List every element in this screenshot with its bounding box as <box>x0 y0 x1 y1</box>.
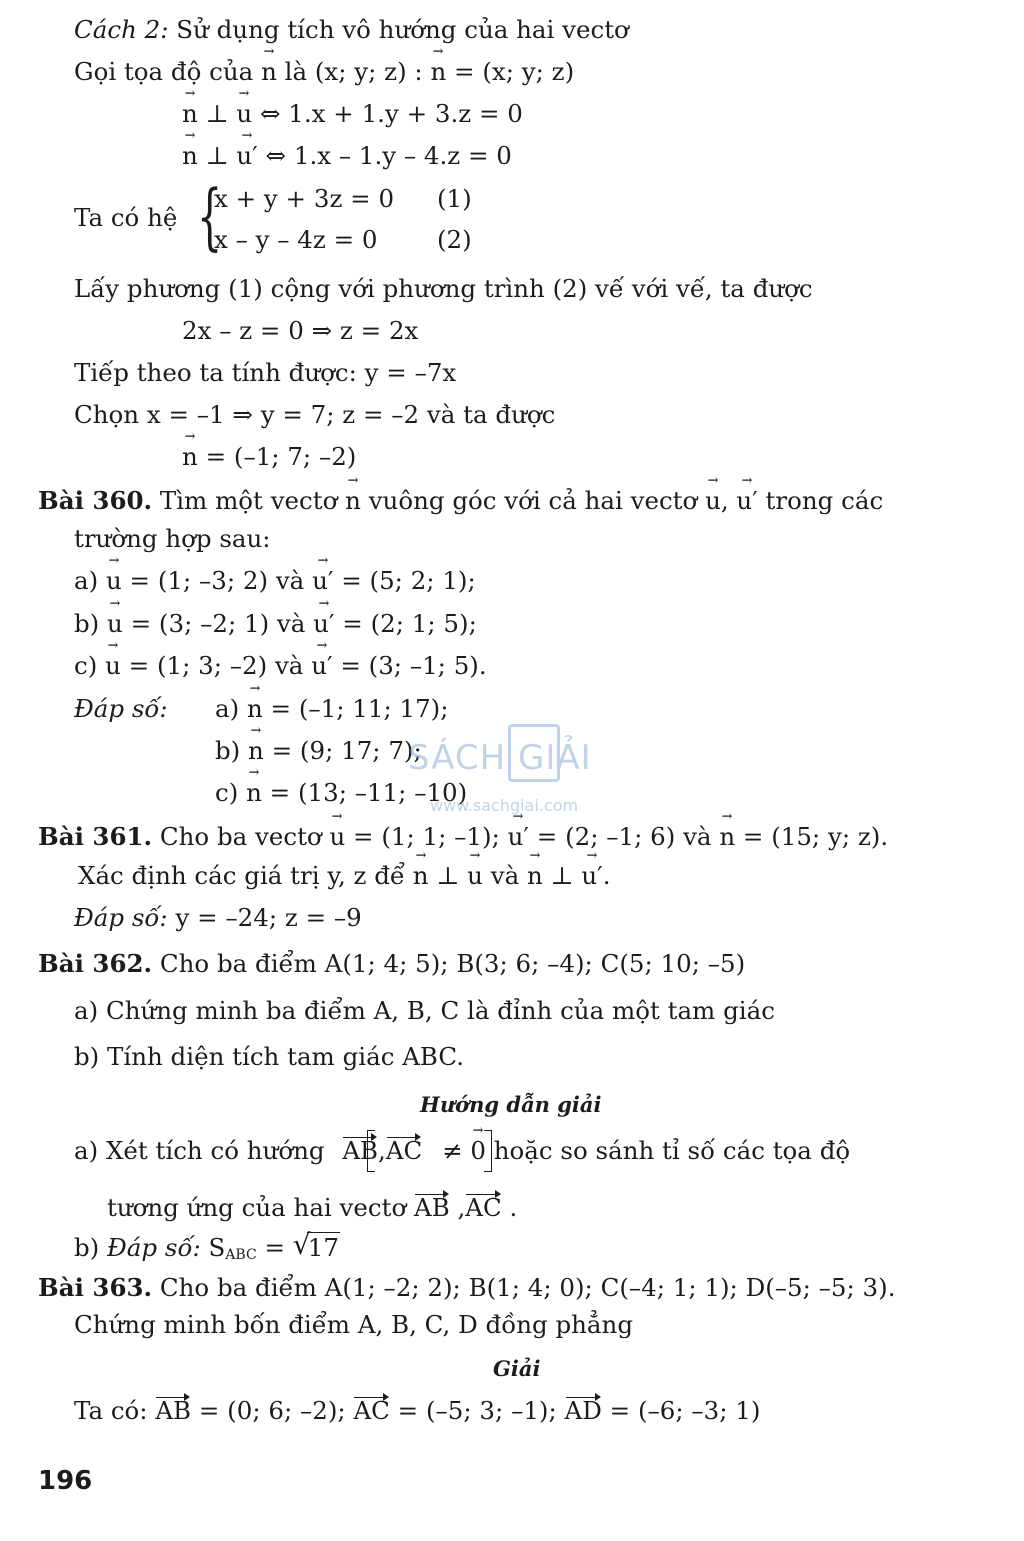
bai-361-answer: Đáp số: y = –24; z = –9 <box>74 903 362 932</box>
watermark-logo-icon <box>508 724 560 782</box>
system-row-1: x + y + 3z = 0 <box>214 184 395 213</box>
page-number: 196 <box>38 1466 93 1496</box>
bracket-right <box>484 1130 492 1172</box>
bai-360-line-2: trường hợp sau: <box>74 524 271 553</box>
sqrt-17: √ 17 <box>293 1233 340 1263</box>
bai-360-line-1: Bài 360. Tìm một vectơ → n vuông góc với cả hai vectơ → u, → u′ trong các <box>38 486 883 516</box>
bai-360-case-a: a) → u = (1; –3; 2) và → u′ = (5; 2; 1); <box>74 566 476 596</box>
bai-362-line-1: Bài 362. Cho ba điểm A(1; 4; 5); B(3; 6; –4); C(5; 10; –5) <box>38 949 746 978</box>
bai-362-guide-a-cont: tương ứng của hai vectơ AB ,AC . <box>107 1193 518 1222</box>
bai-363-line-2: Chứng minh bốn điểm A, B, C, D đồng phẳng <box>74 1310 634 1339</box>
guide-heading: Hướng dẫn giải <box>420 1092 602 1117</box>
result-n-line: → n = (–1; 7; –2) <box>182 442 356 472</box>
choose-x-line: Chọn x = –1 ⇒ y = 7; z = –2 và ta được <box>74 400 556 429</box>
add-equations-line: Lấy phương (1) cộng với phương trình (2) vế với vế, ta được <box>74 274 813 303</box>
bai-363-title: Bài 363. <box>38 1273 153 1302</box>
bai-363-vectors: Ta có: AB = (0; 6; –2); AC = (–5; 3; –1); AD = (–6; –3; 1) <box>74 1396 761 1425</box>
bai-362-part-a: a) Chứng minh ba điểm A, B, C là đỉnh của một tam giác <box>74 996 775 1025</box>
bai-360-answer-c: c) → n = (13; –11; –10) <box>215 778 467 808</box>
system-lead: Ta có hệ <box>74 203 178 232</box>
method-2-line: Cách 2: Sử dụng tích vô hướng của hai vectơ <box>74 15 629 44</box>
bai-360-title: Bài 360. <box>38 486 153 515</box>
system-row-2: x – y – 4z = 0 <box>214 225 378 254</box>
bai-362-answer-b: b) Đáp số: $S_{ABC}$ = √ 17 <box>74 1233 340 1270</box>
bai-360-answer-b: b) → n = (9; 17; 7); <box>215 736 422 766</box>
system-label-2: (2) <box>437 225 472 254</box>
bai-360-answer-a: a) → n = (–1; 11; 17); <box>215 694 448 724</box>
bai-362-part-b: b) Tính diện tích tam giác ABC. <box>74 1042 465 1071</box>
bai-360-case-b: b) → u = (3; –2; 1) và → u′ = (2; 1; 5); <box>74 609 477 639</box>
bai-360-answer-label: Đáp số: <box>74 694 168 723</box>
bracket-left <box>367 1130 375 1172</box>
solve-y-line: Tiếp theo ta tính được: y = –7x <box>74 358 457 387</box>
bai-361-line-1: Bài 361. Cho ba vectơ → u = (1; 1; –1); → u′ = (2; –1; 6) và → n = (15; y; z). <box>38 822 888 852</box>
bai-361-line-2: Xác định các giá trị y, z để → n ⊥ → u và → n ⊥ → u′. <box>78 861 611 891</box>
watermark-url: www.sachgiai.com <box>430 796 579 815</box>
bai-360-case-c: c) → u = (1; 3; –2) và → u′ = (3; –1; 5). <box>74 651 487 681</box>
bai-362-title: Bài 362. <box>38 949 153 978</box>
system-label-1: (1) <box>437 184 472 213</box>
bai-362-guide-a: a) Xét tích có hướng AB,AC ≠ → 0 hoặc so sánh tỉ số các tọa độ <box>74 1136 850 1166</box>
bai-361-title: Bài 361. <box>38 822 153 851</box>
bai-363-line-1: Bài 363. Cho ba điểm A(1; –2; 2); B(1; 4; 0); C(–4; 1; 1); D(–5; –5; 3). <box>38 1273 896 1302</box>
solve-z-line: 2x – z = 0 ⇒ z = 2x <box>182 316 419 345</box>
watermark-brand: SÁCH GIẢI <box>408 738 592 778</box>
system-brace: { <box>197 174 223 258</box>
coord-n-line: Gọi tọa độ của → n là (x; y; z) : → n = (x; y; z) <box>74 57 574 87</box>
solution-heading: Giải <box>493 1356 541 1381</box>
perp-u-prime-line: → n ⊥ → u′ ⇔ 1.x – 1.y – 4.z = 0 <box>182 141 512 171</box>
perp-u-line: → n ⊥ → u ⇔ 1.x + 1.y + 3.z = 0 <box>182 99 523 129</box>
